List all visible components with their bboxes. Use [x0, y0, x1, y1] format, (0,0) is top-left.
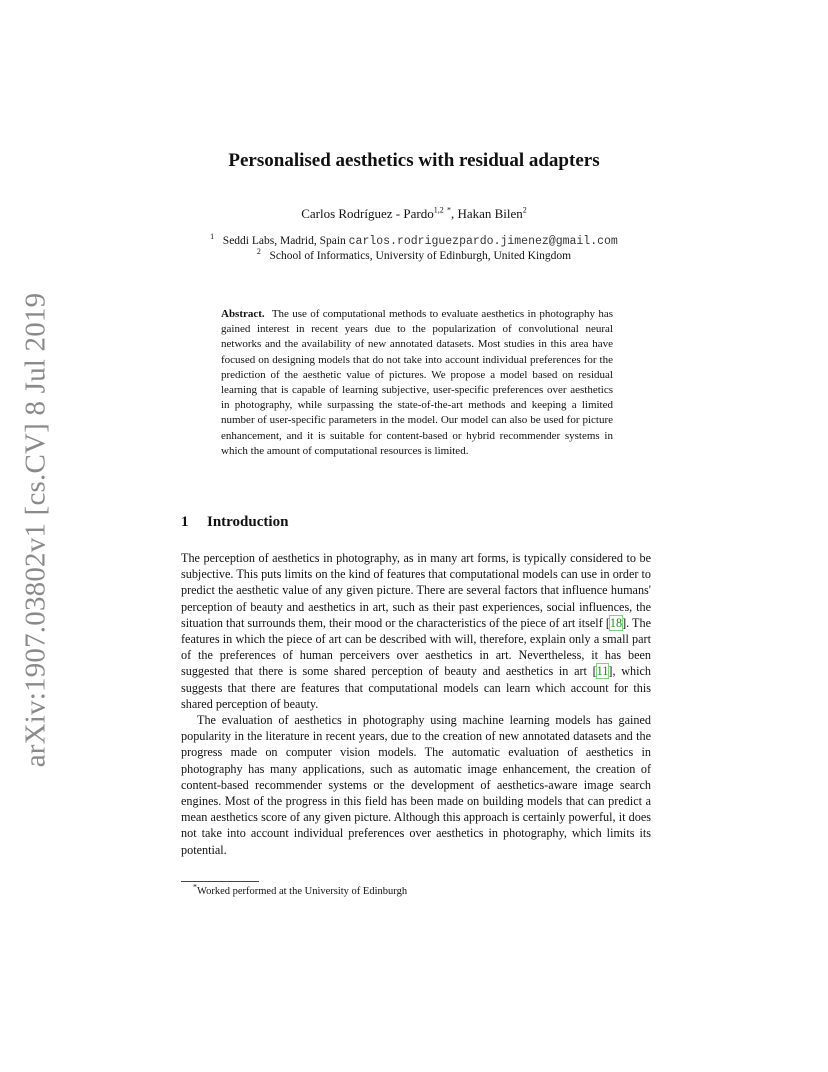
paragraph-2: The evaluation of aesthetics in photography using machine learning models has gained popularity in the literature in recent years, due to the creation of new annotated datasets and the progress made on computer vision models. The automatic evaluation of aesthetics in photography has many applications, such as automatic image enhancement, the creation of content-based recommender systems or the development of aesthetics-aware image search engines. Most of the progress in this field has been made on building models that can predict a mean aesthetics score of any given picture. Although this approach is certainly powerful, it does not take into account individual preferences over aesthetics in photography, which limits its potential.: [181, 713, 651, 857]
abstract-text: The use of computational methods to evaluate aesthetics in photography has gained interest in recent years due to the popularization of convolutional neural networks and the availability of new annotated datasets. Most studies in this area have focused on designing models that do not take into account individual preferences for the prediction of the aesthetic value of pictures. We propose a model based on residual learning that is capable of learning subjective, user-specific preferences over aesthetics in photography, while surpassing the state-of-the-art methods and keeping a limited number of user-specific parameters in the model. Our model can also be used for picture enhancement, and it is suitable for content-based or hybrid recommender systems in which the amount of computational resources is limited.: [221, 308, 613, 457]
citation-link[interactable]: 18: [609, 615, 623, 630]
section-title: Introduction: [207, 514, 289, 530]
affiliation-1: [0, 232, 828, 248]
author-1-footnote-mark: *: [446, 205, 451, 215]
section-body: [181, 550, 651, 858]
affiliation-2: [0, 247, 828, 262]
affiliation-2-num: 2: [256, 247, 261, 257]
affiliation-1-num: 1: [210, 232, 215, 242]
affiliation-2-text: School of Informatics, University of Edinburgh, United Kingdom: [269, 250, 572, 262]
footnote-mark: *: [193, 882, 197, 892]
arxiv-identifier-text: arXiv:1907.03802v1 [cs.CV] 8 Jul 2019: [19, 292, 52, 768]
author-2: Hakan Bilen: [457, 206, 523, 221]
citation-link[interactable]: 11: [596, 664, 609, 679]
section-number: 1: [181, 514, 189, 530]
paper-title: Personalised aesthetics with residual adapters: [228, 150, 600, 171]
author-1-affil: 1,2: [433, 205, 444, 215]
affiliation-1-text: Seddi Labs, Madrid, Spain: [222, 235, 346, 247]
abstract-label: Abstract.: [221, 308, 265, 320]
author-line: Carlos Rodríguez - Pardo$^{1,2}$ *, Hakan Bilen$^2$: [301, 205, 527, 221]
paragraph-1: [181, 550, 651, 712]
paragraph-1-part-3: ], which suggests that there are features that computational models can learn which account for this shared perception of beauty.: [181, 664, 651, 711]
paragraph-1-part-2: ]. The features in which the piece of art can be described with will, therefore, explain only a small part of the preferences of human perceivers over aesthetics in art. Nevertheless, it has been suggested that there is some shared perception of beauty and aesthetics in art [: [181, 615, 651, 679]
author-2-affil: 2: [522, 205, 527, 215]
arxiv-identifier: [8, 292, 64, 768]
section-heading: [181, 514, 288, 531]
abstract: [221, 307, 613, 459]
author-1: Carlos Rodríguez - Pardo: [301, 206, 434, 221]
author-email: carlos.rodriguezpardo.jimenez@gmail.com: [348, 235, 618, 248]
footnote-text: Worked performed at the University of Edinburgh: [197, 886, 408, 897]
footnote: [193, 882, 408, 897]
paragraph-1-part-1: The perception of aesthetics in photography, as in many art forms, is typically considered to be subjective. This puts limits on the kind of features that computational models can use in order to predict the aesthetic value of any given picture. There are several factors that influence humans' perception of beauty and aesthetics in art, such as their past experiences, social influences, the situation that surrounds them, their mood or the characteristics of the piece of art itself [: [181, 551, 651, 630]
